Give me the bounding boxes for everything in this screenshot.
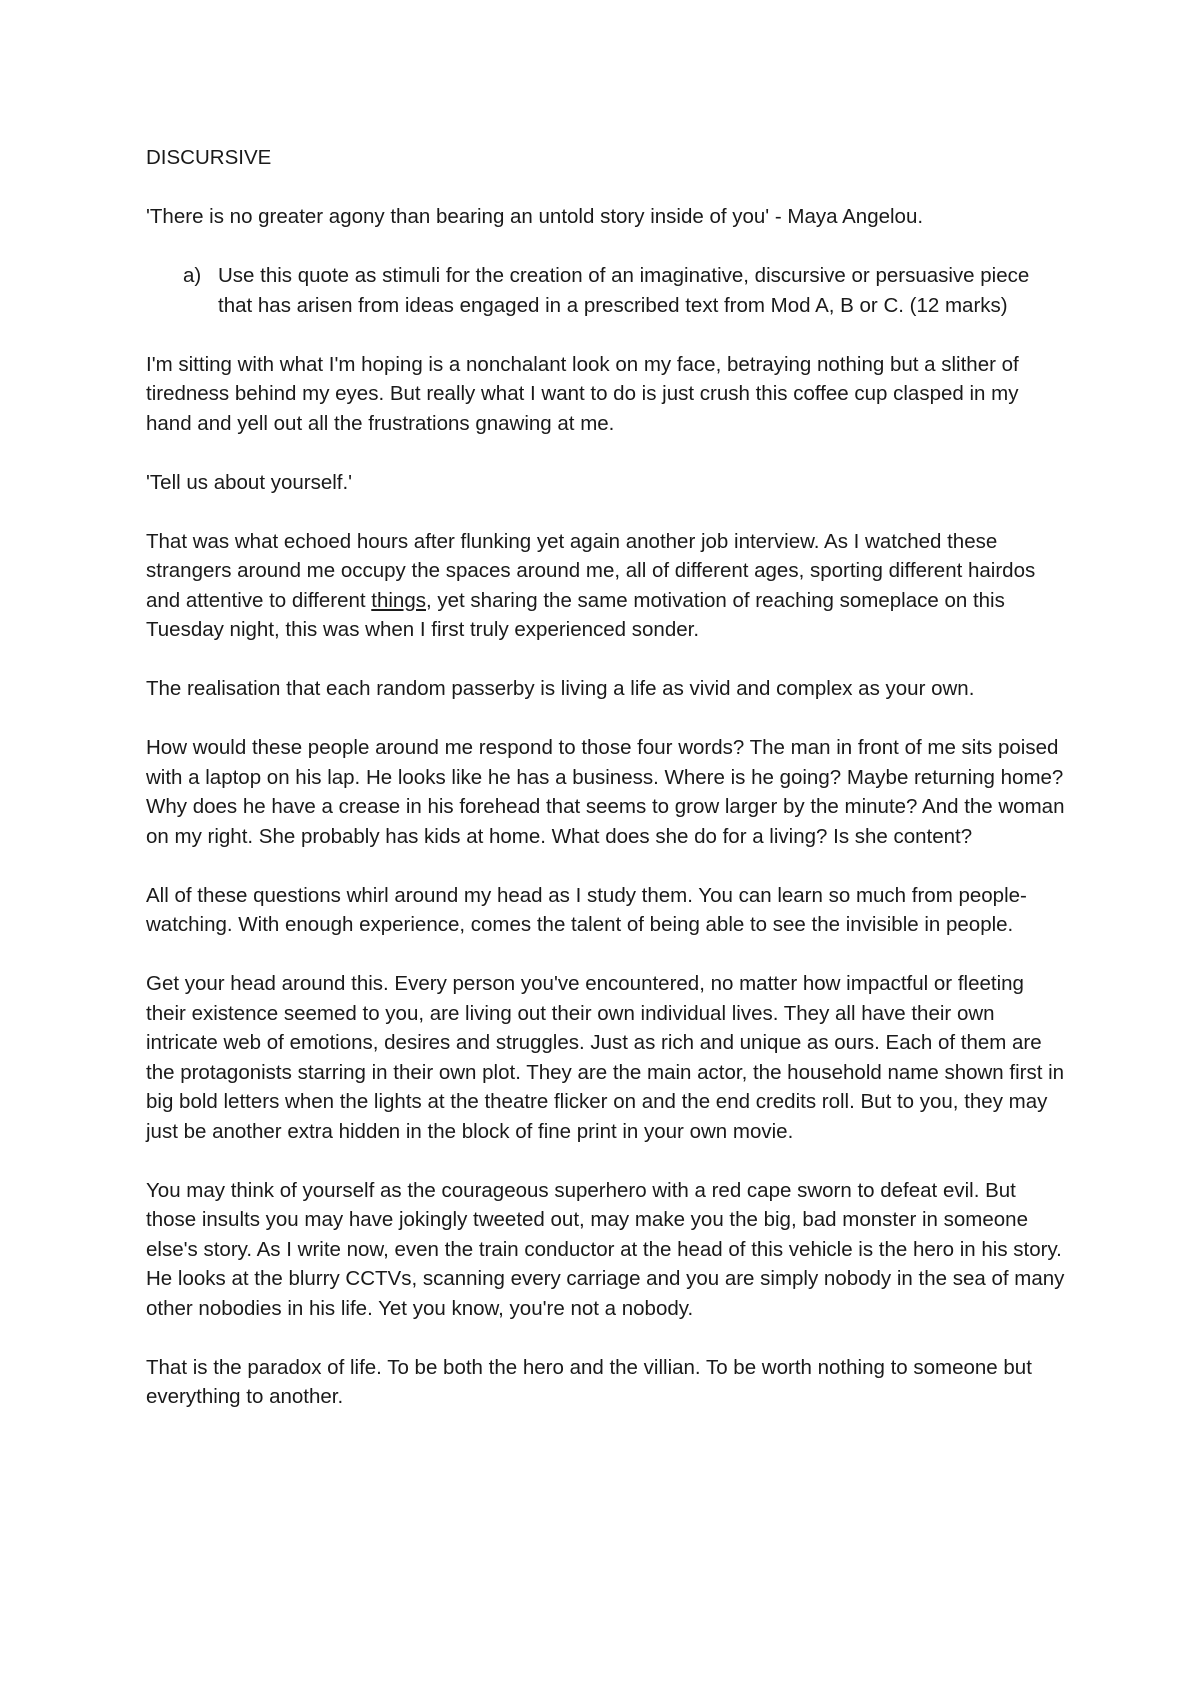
paragraph-4: The realisation that each random passerby is living a life as vivid and complex as your own. [146, 677, 975, 700]
paragraph-3 [146, 527, 1066, 645]
question-item [146, 261, 1078, 320]
question-marker: a) [183, 264, 202, 287]
question-text: Use this quote as stimuli for the creation of an imaginative, discursive or persuasive piece that has arisen from ideas engaged in a prescribed text from Mod A, B or C. (12 marks) [218, 264, 1030, 317]
paragraph-8: You may think of yourself as the courageous superhero with a red cape sworn to defeat evil. But those insults you may have jokingly tweeted out, may make you the big, bad monster in someone else's story. As I write now, even the train conductor at the head of this vehicle is the hero in his story. He looks at the blurry CCTVs, scanning every carriage and you are simply nobody in the sea of many other nobodies in his life. Yet you know, you're not a nobody. [146, 1178, 1065, 1320]
paragraph-5: How would these people around me respond to those four words? The man in front of me sits poised with a laptop on his lap. He looks like he has a business. Where is he going? Maybe returning home? Why does he have a crease in his forehead that seems to grow larger by the minute? And the woman on my right. She probably has kids at home. What does she do for a living? Is she content? [146, 736, 1065, 848]
paragraph-2: 'Tell us about yourself.' [146, 470, 353, 494]
paragraph-1: I'm sitting with what I'm hoping is a nonchalant look on my face, betraying nothing but a slither of tiredness behind my eyes. But really what I want to do is just crush this coffee cup clasped in my hand and yell out all the frustrations gnawing at me. [146, 352, 1019, 435]
paragraph-3-start: That was what echoed hours after flunking yet again another job interview. As I watched these strangers around me occupy the spaces around me, all of different ages, sporting different hairdos and attentive to different [146, 529, 1036, 612]
underlined-word: things [371, 588, 426, 612]
paragraph-7: Get your head around this. Every person you've encountered, no matter how impactful or fleeting their existence seemed to you, are living out their own individual lives. They all have their own intricate web of emotions, desires and struggles. Just as rich and unique as ours. Each of them are the protagonists starring in their own plot. They are the main actor, the household name shown first in big bold letters when the lights at the theatre flicker on and the end credits roll. But to you, they may just be another extra hidden in the block of fine print in your own movie. [146, 972, 1065, 1143]
opening-quote: 'There is no greater agony than bearing an untold story inside of you' - Maya Angelou. [146, 205, 924, 228]
document-body [146, 143, 1066, 1441]
paragraph-6: All of these questions whirl around my head as I study them. You can learn so much from people-watching. With enough experience, comes the talent of being able to see the invisible in people. [146, 883, 1027, 936]
document-heading: DISCURSIVE [146, 146, 272, 169]
paragraph-3-end: , yet sharing the same motivation of reaching someplace on this Tuesday night, this was when I first truly experienced sonder. [146, 588, 1005, 641]
paragraph-9: That is the paradox of life. To be both the hero and the villian. To be worth nothing to someone but everything to another. [146, 1355, 1032, 1408]
